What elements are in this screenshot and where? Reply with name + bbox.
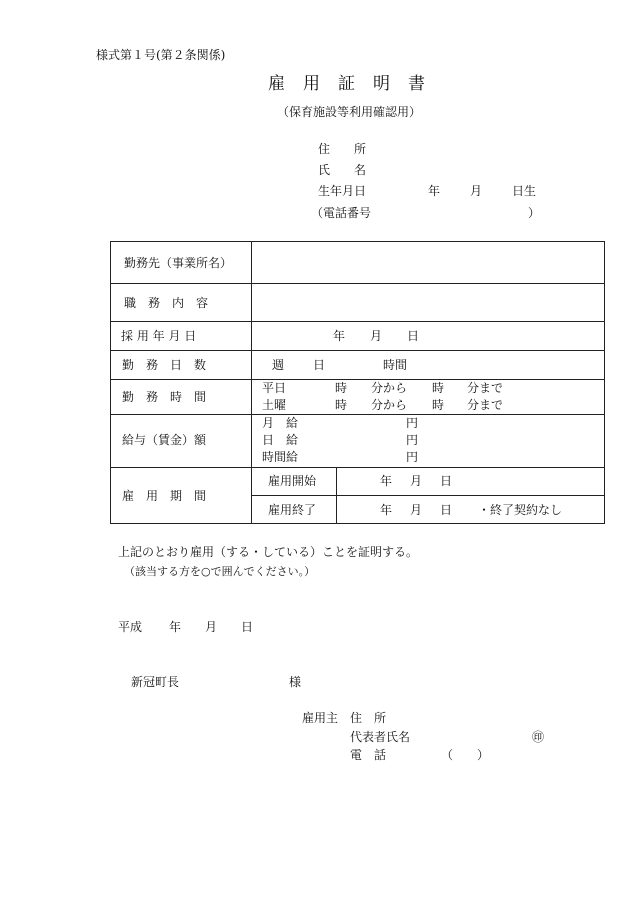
applicant-birth-label: 生年月日 [318,184,367,198]
saturday-label: 土曜 [262,398,287,412]
workplace-field[interactable] [256,246,601,280]
until-text: 分まで [467,381,504,395]
no-end-option: ・終了契約なし [478,503,563,517]
employer-label: 雇用主 [302,711,339,725]
table-row-line [251,495,605,496]
table-row-line [110,467,605,468]
certification-statement: 上記のとおり雇用（する・している）ことを証明する。 [118,545,419,559]
month-unit: 月 [410,503,423,517]
document-subtitle: （保育施設等利用確認用） [277,105,422,119]
days-unit: 日 [313,358,326,372]
title-char: 用 [303,74,320,94]
wage-label: 給与（賃金）額 [122,433,207,447]
work-hours-label: 勤 務 時 間 [122,390,207,404]
year-unit: 年 [380,474,393,488]
yen-unit: 円 [406,450,419,464]
form-number: 様式第１号(第２条関係) [96,48,226,62]
employer-address-label: 住 所 [350,711,387,725]
employer-phone-parens: （ ） [441,748,490,762]
title-char: 証 [338,74,355,94]
hours-unit: 時間 [383,358,408,372]
birth-day-unit: 日生 [512,184,537,198]
birth-year-unit: 年 [428,184,441,198]
yen-unit: 円 [406,416,419,430]
representative-label: 代表者氏名 [350,730,411,744]
title-char: 書 [408,74,425,94]
cert-year-unit: 年 [169,620,182,634]
period-label: 雇 用 期 間 [122,489,207,503]
monthly-wage-label: 月 給 [262,416,299,430]
hour-unit: 時 [335,398,348,412]
cert-day-unit: 日 [241,620,254,634]
hour-unit: 時 [432,381,445,395]
table-row-line [110,350,605,351]
table-row-line [110,283,605,284]
document-title [268,76,425,93]
from-text: 分から [371,381,408,395]
end-label: 雇用終了 [268,503,317,517]
honorific: 様 [289,675,302,689]
applicant-phone-label: （電話番号 [311,206,372,220]
weekday-label: 平日 [262,381,287,395]
start-label: 雇用開始 [268,474,317,488]
until-text: 分まで [467,398,504,412]
work-days-label: 勤 務 日 数 [122,358,207,372]
period-divider [336,467,337,524]
certification-note: （該当する方を○で囲んでください。） [124,565,316,578]
hire-date-label: 採 用 年 月 日 [121,329,197,343]
hire-day-unit: 日 [407,329,420,343]
employer-phone-label: 電 話 [350,748,387,762]
week-unit: 週 [272,358,285,372]
yen-unit: 円 [406,433,419,447]
table-row-line [110,321,605,322]
hour-unit: 時 [335,381,348,395]
applicant-name-label: 氏 名 [318,163,367,177]
cert-month-unit: 月 [205,620,218,634]
table-row-line [110,379,605,380]
table-row-line [110,414,605,415]
duties-label: 職 務 内 容 [124,296,209,310]
hire-month-unit: 月 [370,329,383,343]
day-unit: 日 [440,503,453,517]
birth-month-unit: 月 [470,184,483,198]
hour-unit: 時 [432,398,445,412]
hourly-wage-label: 時間給 [262,450,299,464]
title-char: 明 [373,74,390,94]
addressee: 新冠町長 [131,675,180,689]
workplace-label: 勤務先（事業所名） [124,256,233,270]
title-char: 雇 [268,74,285,94]
month-unit: 月 [410,474,423,488]
applicant-phone-close: ） [528,206,541,220]
year-unit: 年 [380,503,393,517]
hire-year-unit: 年 [333,329,346,343]
duties-field[interactable] [256,287,601,318]
from-text: 分から [371,398,408,412]
day-unit: 日 [440,474,453,488]
seal-mark: ㊞ [532,730,545,744]
era-label: 平成 [118,620,143,634]
daily-wage-label: 日 給 [262,433,299,447]
applicant-address-label: 住 所 [318,142,367,156]
